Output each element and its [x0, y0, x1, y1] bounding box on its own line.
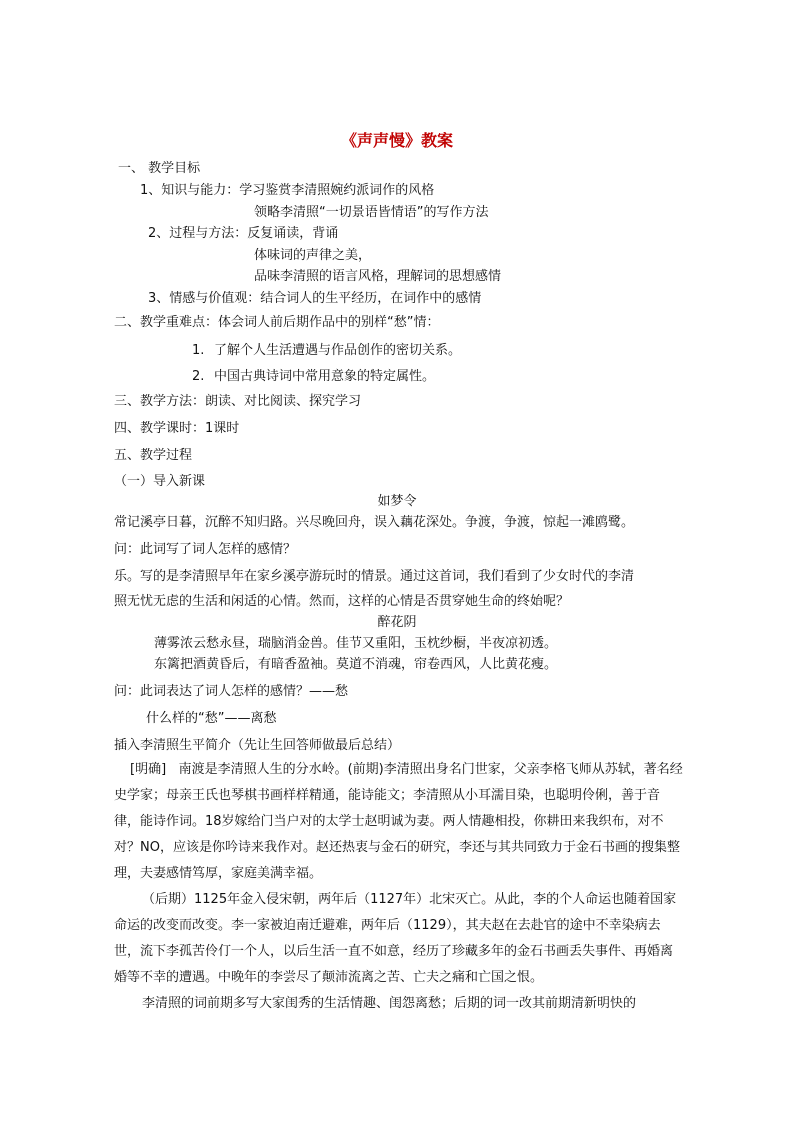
objective-knowledge: 1、知识与能力：学习鉴赏李清照婉约派词作的风格	[140, 183, 435, 198]
poem-2-line-2: 东篱把酒黄昏后，有暗香盈袖。莫道不消魂，帘卷西风，人比黄花瘦。	[154, 657, 558, 672]
section-2-heading: 二、教学重难点：体会词人前后期作品中的别样“愁”情：	[114, 315, 440, 330]
answer-1-line-1: 乐。写的是李清照早年在家乡溪亭游玩时的情景。通过这首词，我们看到了少女时代的李清	[114, 569, 635, 584]
poem-1-title: 如梦令	[377, 494, 417, 509]
biography-early-text: 南渡是李清照人生的分水岭。(前期)李清照出身名门世家，父亲李格飞师从苏轼，著名经史学家；母亲王氏也琴棋书画样样精通，能诗能文；李清照从小耳濡目染，也聪明伶俐，善于音律，能诗作词。18岁嫁给门当户对的太学士赵明诚为妻。两人情趣相投，你耕田来我织布，对不对？NO，应该是你吟诗来我作对。赵还热衷与金石的研究，李还与其共同致力于金石书画的搜集整理，夫妻感情笃厚，家庭美满幸福。	[114, 762, 683, 881]
poem-2-title: 醉花阴	[377, 615, 417, 630]
section-5-heading: 五、教学过程	[114, 448, 193, 463]
section-3-heading: 三、教学方法：朗读、对比阅读、探究学习	[114, 394, 362, 409]
objective-process-3: 品味李清照的语言风格，理解词的思想感情	[254, 269, 502, 284]
key-point-2-number: 2.	[192, 369, 205, 384]
document-title: 《声声慢》教案	[340, 131, 453, 150]
section-1-heading: 一、 教学目标	[118, 161, 201, 176]
poem-2-line-1: 薄雾浓云愁永昼，瑞脑消金兽。佳节又重阳，玉枕纱橱，半夜凉初透。	[154, 636, 558, 651]
insert-biography-note: 插入李清照生平简介（先让生回答师做最后总结）	[114, 738, 401, 753]
objective-process: 2、过程与方法：反复诵读，背诵	[148, 226, 339, 241]
key-point-2: 中国古典诗词中常用意象的特定属性。	[214, 369, 436, 384]
objective-knowledge-2: 领略李清照“一切景语皆情语”的写作方法	[254, 205, 489, 220]
question-2: 问：此词表达了词人怎样的感情？——愁	[114, 684, 349, 699]
objective-emotion: 3、情感与价值观：结合词人的生平经历，在词作中的感情	[148, 291, 482, 306]
subsection-intro: （一）导入新课	[114, 474, 206, 489]
poem-1-text: 常记溪亭日暮，沉醉不知归路。兴尽晚回舟，误入藕花深处。争渡，争渡，惊起一滩鸥鹭。	[114, 515, 635, 530]
key-point-1: 了解个人生活遭遇与作品创作的密切关系。	[214, 343, 462, 358]
objective-process-2: 体味词的声律之美，	[254, 248, 372, 263]
question-1: 问：此词写了词人怎样的感情？	[114, 542, 297, 557]
biography-late-paragraph: （后期）1125年金入侵宋朝，两年后（1127年）北宋灭亡。从此，李的个人命运也随着国家命运的改变而改变。李一家被迫南迁避难，两年后（1129），其夫赵在去赴官的途中不幸染病去世，流下李孤苦伶仃一个人，以后生活一直不如意，经历了珍藏多年的金石书画丢失事件、再婚离婚等不幸的遭遇。中晚年的李尝尽了颠沛流离之苦、亡夫之痛和亡国之恨。	[114, 892, 677, 985]
biography-early-paragraph	[114, 757, 684, 887]
lyrics-style-paragraph: 李清照的词前期多写大家闺秀的生活情趣、闺怨离愁；后期的词一改其前期清新明快的	[142, 996, 637, 1011]
key-point-1-number: 1.	[192, 343, 205, 358]
clarify-label: [明确]	[130, 762, 167, 777]
answer-1-line-2: 照无忧无虑的生活和闲适的心情。然而，这样的心情是否贯穿她生命的终始呢？	[114, 594, 570, 609]
section-4-heading: 四、教学课时：1课时	[114, 421, 240, 436]
question-2-followup: 什么样的“愁”——离愁	[146, 711, 277, 726]
